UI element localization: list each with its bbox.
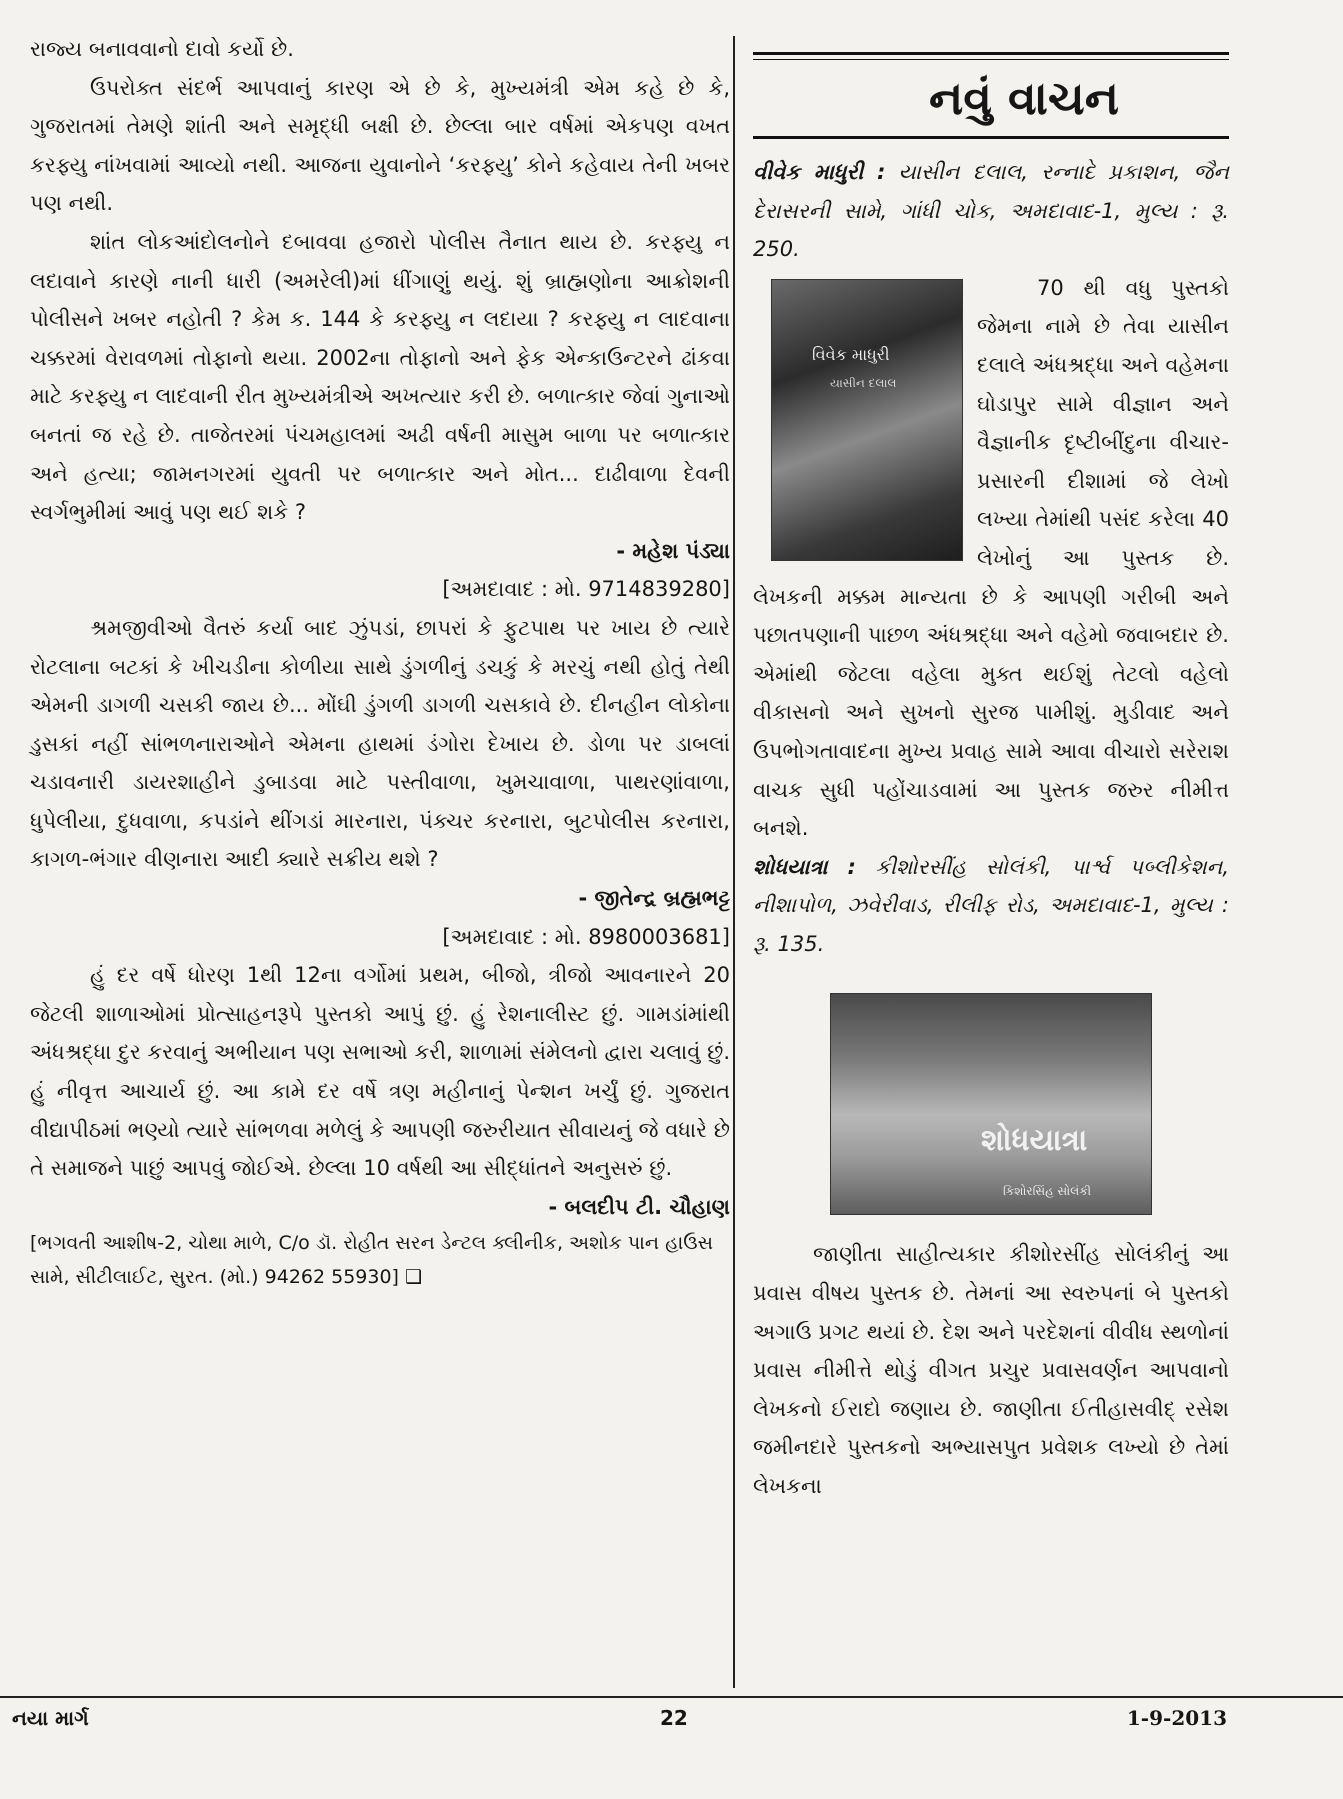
signature-baldip: - બલદીપ ટી. ચૌહાણ (548, 1194, 730, 1219)
book2-cover-image (830, 993, 1152, 1215)
address-jitendra: [અમદાવાદ : મો. 8980003681] (442, 924, 730, 949)
paragraph-5: હું દર વર્ષે ધોરણ 1થી 12ના વર્ગોમાં પ્રથમ, બીજો, ત્રીજો આવનારને 20 જેટલી શાળાઓમાં પ્રોત્સાહનરૂપે પુસ્તકો આપું છું. હું રેશનાલીસ્ટ છું. ગામડાંમાંથી અંધશ્રદ્ધા દુર કરવાનું અભીયાન પણ સભાઓ કરી, શાળામાં સંમેલનો દ્વારા ચલાવું છું. હું નીવૃત્ત આચાર્ય છું. આ કામે દર વર્ષે ત્રણ મહીનાનું પેન્શન ખર્ચું છું. ગુજરાત વીદ્યાપીઠમાં ભણ્યો ત્યારે સાંભળવા મળેલું કે આપણી જરુરીયાત સીવાયનું જે વધારે છે તે સમાજને પાછું આપવું જોઈએ. છેલ્લા 10 વર્ષથી આ સીદ્ધાંતને અનુસરું છું. (30, 963, 730, 1181)
footer-date: 1-9-2013 (1126, 1706, 1227, 1730)
book1-cover-title: વિવેક માધુરી (812, 344, 890, 364)
paragraph-1: રાજ્ય બનાવવાનો દાવો કર્યો છે. (30, 37, 294, 61)
paragraph-4: શ્રમજીવીઓ વૈતરું કર્યા બાદ ઝુંપડાં, છાપરાં કે ફુટપાથ પર ખાય છે ત્યારે રોટલાના બટકાં કે ખીચડીના કોળીયા સાથે ડુંગળીનું ડચકું કે મરચું નથી હોતું તેથી એમની ડાગળી ચસકી જાય છે... મોંઘી ડુંગળી ડાગળી ચસકાવે છે. દીનહીન લોકોના ડુસકાં નહીં સાંભળનારાઓને એમના હાથમાં ડંગોરા દેખાય છે. ડોળા પર ડાબલાં ચડાવનારી ડાયરશાહીને ડુબાડવા માટે પસ્તીવાળા, ખુમચાવાળા, પાથરણાંવાળા, ધુપેલીયા, દુધવાળા, કપડાંને થીંગડાં મારનારા, પંક્ચર કરનારા, બુટપોલીસ કરનારા, કાગળ-ભંગાર વીણનારા આદી ક્યારે સક્રીય થશે ? (30, 615, 730, 872)
book1-title: વીવેક માધુરી : (753, 160, 886, 184)
section-title: નવું વાચન (929, 71, 1119, 125)
book1-review: 70 થી વધુ પુસ્તકો જેમના નામે છે તેવા યાસીન દલાલે અંધશ્રદ્ધા અને વહેમના ઘોડાપુર સામે વીજ્ઞાન અને વૈજ્ઞાનીક દૃષ્ટીબીંદુના વીચાર-પ્રસારની દીશામાં જે લેખો લખ્યા તેમાંથી પસંદ કરેલા 40 લેખોનું આ પુસ્તક છે. લેખકની મક્કમ માન્યતા છે કે આપણી ગરીબી અને પછાતપણાની પાછળ અંધશ્રદ્ધા અને વહેમો જવાબદાર છે. એમાંથી જેટલા વહેલા મુક્ત થઈશું તેટલો વહેલો વીકાસનો અને સુખનો સુરજ પામીશું. મુડીવાદ અને ઉપભોગતાવાદના મુખ્ય પ્રવાહ સામે આવા વીચારો સરેરાશ વાચક સુધી પહોંચાડવામાં આ પુસ્તક જરુર નીમીત્ત બનશે. (753, 275, 1229, 841)
column-divider (733, 36, 735, 1688)
footer-publication: નયા માર્ગ (12, 1706, 89, 1730)
book2-review: જાણીતા સાહીત્યકાર કીશોરસીંહ સોલંકીનું આ પ્રવાસ વીષય પુસ્તક છે. તેમનાં આ સ્વરુપનાં બે પુસ્તકો અગાઉ પ્રગટ થયાં છે. દેશ અને પરદેશનાં વીવીધ સ્થળોનાં પ્રવાસ નીમીત્તે થોડું વીગત પ્રચુર પ્રવાસવર્ણન આપવાનો લેખકનો ઈરાદો જણાય છે. જાણીતા ઈતીહાસવીદ્ રસેશ જમીનદારે પુસ્તકનો અભ્યાસપુત પ્રવેશક લખ્યો છે તેમાં લેખકના (753, 1242, 1229, 1499)
book2-details: કીશોરસીંહ સોલંકી, પાર્શ્વ પબ્લીકેશન, નીશાપોળ, ઝવેરીવાડ, રીલીફ રોડ, અમદાવાદ-1, મુલ્ય : રૂ. 135. (753, 854, 1230, 956)
book2-cover-author: કિશોરસિંહ સોલંકી (1003, 1184, 1092, 1199)
book1-cover-image (771, 279, 963, 561)
book2-title: શોધયાત્રા : (753, 854, 856, 879)
book1-cover-author: યાસીન દલાલ (830, 375, 897, 390)
signature-jitendra: - જીતેન્દ્ર બ્રહ્મભટ્ટ (578, 886, 730, 911)
paragraph-3: શાંત લોકઆંદોલનોને દબાવવા હજારો પોલીસ તૈનાત થાય છે. કરફ્યુ ન લદાવાને કારણે નાની ધારી (અમરેલી)માં ધીંગાણું થયું. શું બ્રાહ્મણોના આક્રોશની પોલીસને ખબર નહોતી ? કેમ ક. 144 કે કરફ્યુ ન લદાયા ? કરફ્યુ ન લાદવાના ચક્કરમાં વેરાવળમાં તોફાનો થયા. 2002ના તોફાનો અને ફેક એન્કાઉન્ટરને ઢાંકવા માટે કરફ્યુ ન લાદવાની રીત મુખ્યમંત્રીએ અખત્યાર કરી છે. બળાત્કાર જેવાં ગુનાઓ બનતાં જ રહે છે. તાજેતરમાં પંચમહાલમાં અઢી વર્ષની માસુમ બાળા પર બળાત્કાર અને હત્યા; જામનગરમાં યુવતી પર બળાત્કાર અને મોત... દાઢીવાળા દેવની સ્વર્ગભુમીમાં આવું પણ થઈ શકે ? (30, 229, 730, 525)
header-rule-top (753, 52, 1229, 55)
book2-cover-title: શોધયાત્રા (981, 1123, 1088, 1159)
address-mahesh: [અમદાવાદ : મો. 9714839280] (442, 577, 730, 602)
paragraph-2: ઉપરોક્ત સંદર્ભ આપવાનું કારણ એ છે કે, મુખ્યમંત્રી એમ કહે છે કે, ગુજરાતમાં તેમણે શાંતી અને સમૃદ્ધી બક્ષી છે. છેલ્લા બાર વર્ષમાં એકપણ વખત કરફ્યુ નાંખવામાં આવ્યો નથી. આજના યુવાનોને ‘કરફ્યુ’ કોને કહેવાય તેની ખબર પણ નથી. (30, 75, 730, 216)
address-baldip: [ભગવતી આશીષ-2, ચોથા માળે, C/o ડૉ. રોહીત સરન ડેન્ટલ ક્લીનીક, અશોક પાન હાઉસ સામે, સીટીલાઈટ, સુરત. (મો.) 94262 55930] ❑ (30, 1232, 714, 1289)
footer-rule (0, 1696, 1343, 1698)
signature-mahesh: - મહેશ પંડ્યા (616, 538, 730, 563)
book1-details: યાસીન દલાલ, રન્નાદે પ્રકાશન, જૈન દેરાસરની સામે, ગાંધી ચોક, અમદાવાદ-1, મુલ્ય : રૂ. 250. (753, 160, 1229, 262)
header-rule-bottom (753, 136, 1229, 139)
book1-info (753, 153, 1229, 269)
header-rule-thin (753, 59, 1229, 60)
left-column (30, 30, 730, 1294)
book2-info (753, 848, 1229, 964)
right-column (753, 40, 1229, 1506)
footer-page-number: 22 (660, 1706, 688, 1730)
